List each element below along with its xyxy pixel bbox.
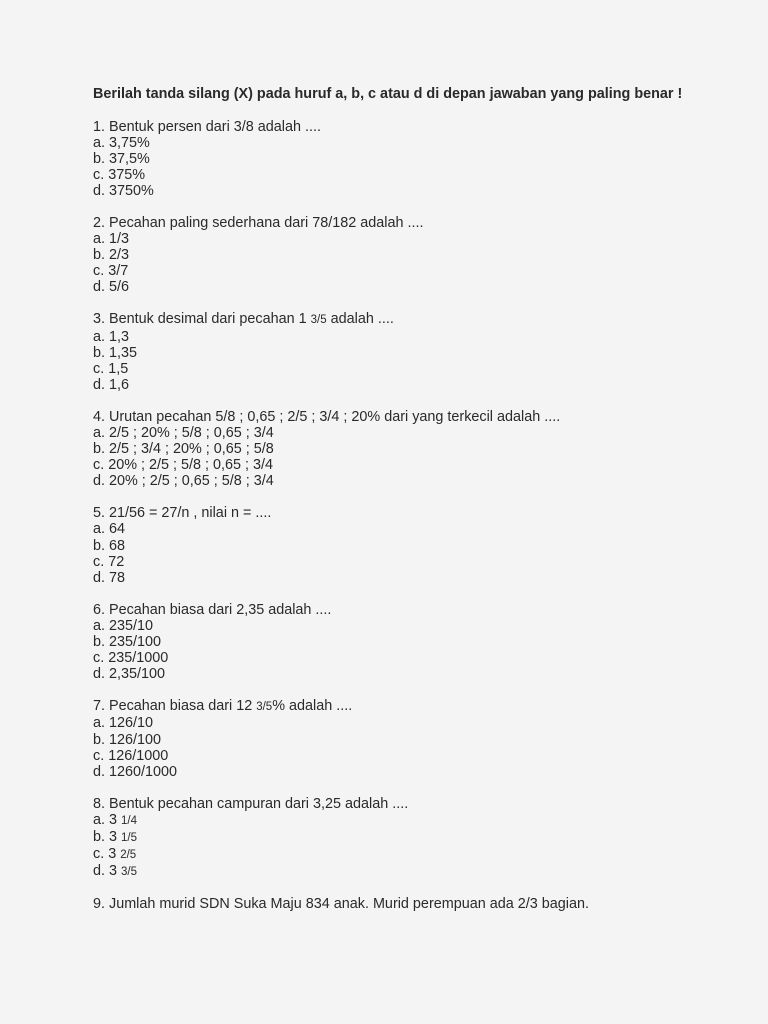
question-6: [93, 602, 693, 682]
option-d: d. 20% ; 2/5 ; 0,65 ; 5/8 ; 3/4: [93, 473, 274, 490]
option-b: b. 68: [93, 537, 126, 554]
question-9: [93, 896, 693, 912]
option-c: c. 3/7: [93, 263, 129, 280]
option-d: d. 5/6: [93, 279, 130, 296]
question-8: [93, 796, 693, 880]
option-b: [93, 829, 693, 846]
option-d: d. 78: [93, 569, 126, 586]
option-b: b. 235/100: [93, 634, 162, 651]
question-stem: 2. Pecahan paling sederhana dari 78/182 adalah ....: [93, 214, 424, 231]
question-stem: 8. Bentuk pecahan campuran dari 3,25 adalah ....: [93, 795, 409, 812]
question-stem: 5. 21/56 = 27/n , nilai n = ....: [93, 505, 272, 522]
question-stem: 9. Jumlah murid SDN Suka Maju 834 anak. Murid perempuan ada 2/3 bagian.: [93, 896, 589, 913]
stem-part: 7. Pecahan biasa dari 12: [93, 698, 257, 715]
question-stem: 1. Bentuk persen dari 3/8 adalah ....: [93, 118, 322, 135]
question-7: [93, 698, 693, 779]
option-c: [93, 846, 693, 863]
option-d: d. 1,6: [93, 376, 130, 393]
option-a: a. 126/10: [93, 715, 154, 732]
stem-part: adalah ....: [326, 311, 394, 328]
stem-part: 3. Bentuk desimal dari pecahan 1: [93, 311, 311, 328]
option-prefix: c. 3: [93, 846, 121, 863]
option-prefix: a. 3: [93, 811, 122, 828]
fraction: 1/4: [121, 814, 138, 827]
option-c: c. 1,5: [93, 360, 129, 377]
option-a: a. 1/3: [93, 231, 130, 248]
option-a: [93, 812, 693, 829]
question-stem: 4. Urutan pecahan 5/8 ; 0,65 ; 2/5 ; 3/4 ; 20% dari yang terkecil adalah ....: [93, 408, 561, 425]
option-b: b. 1,35: [93, 344, 138, 361]
option-prefix: b. 3: [93, 828, 122, 845]
option-a: a. 1,3: [93, 328, 130, 345]
question-3: [93, 311, 693, 392]
option-d: d. 3750%: [93, 182, 154, 199]
option-d: d. 2,35/100: [93, 666, 166, 683]
option-prefix: d. 3: [93, 863, 122, 880]
option-b: b. 2/3: [93, 247, 130, 264]
fraction: 3/5: [256, 701, 273, 714]
option-c: c. 126/1000: [93, 747, 169, 764]
question-stem: 6. Pecahan biasa dari 2,35 adalah ....: [93, 601, 332, 618]
question-5: [93, 505, 693, 585]
option-b: b. 2/5 ; 3/4 ; 20% ; 0,65 ; 5/8: [93, 441, 274, 458]
fraction: 3/5: [121, 866, 138, 879]
option-b: b. 37,5%: [93, 150, 150, 167]
option-a: a. 64: [93, 521, 126, 538]
option-c: c. 20% ; 2/5 ; 5/8 ; 0,65 ; 3/4: [93, 457, 273, 474]
instruction-text: Berilah tanda silang (X) pada huruf a, b, c atau d di depan jawaban yang paling benar !: [93, 86, 683, 102]
fraction: 3/5: [310, 314, 327, 327]
question-4: [93, 409, 693, 489]
question-stem: [93, 311, 693, 328]
option-d: [93, 863, 693, 880]
question-1: [93, 119, 693, 199]
question-stem: [93, 698, 693, 715]
worksheet: [93, 86, 693, 928]
option-c: c. 375%: [93, 166, 145, 183]
option-b: b. 126/100: [93, 731, 162, 748]
option-c: c. 72: [93, 553, 125, 570]
option-d: d. 1260/1000: [93, 763, 178, 780]
option-c: c. 235/1000: [93, 650, 169, 667]
option-a: a. 235/10: [93, 617, 154, 634]
option-a: a. 3,75%: [93, 134, 150, 151]
stem-part: % adalah ....: [272, 698, 353, 715]
fraction: 2/5: [120, 849, 137, 862]
question-2: [93, 215, 693, 295]
option-a: a. 2/5 ; 20% ; 5/8 ; 0,65 ; 3/4: [93, 425, 274, 441]
fraction: 1/5: [121, 831, 138, 844]
